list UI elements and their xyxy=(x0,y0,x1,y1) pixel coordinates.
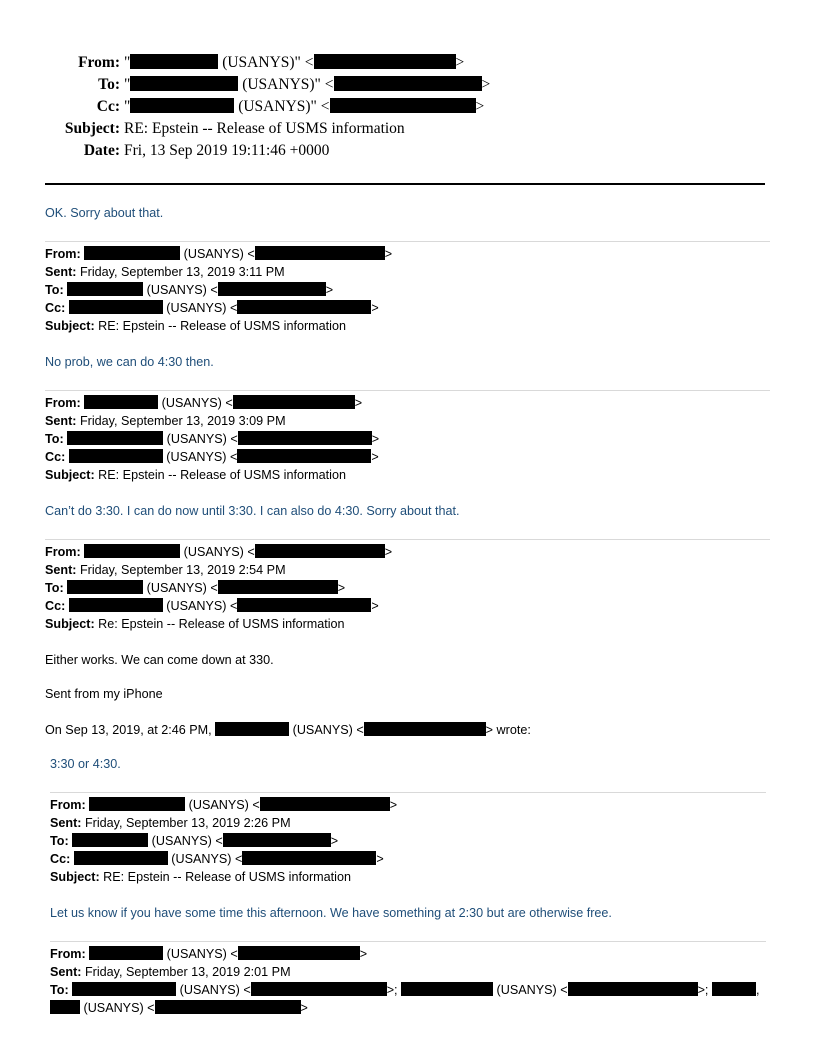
msg-to-org: (USANYS) < xyxy=(143,581,218,595)
redaction-block xyxy=(237,598,371,612)
msg-to-end-3: > xyxy=(300,1001,308,1015)
redaction-block xyxy=(255,246,385,260)
msg-to-row xyxy=(45,282,333,298)
redaction-block xyxy=(72,833,148,847)
quote-attribution-org: (USANYS) < xyxy=(289,723,364,737)
msg-sent-row xyxy=(50,964,291,980)
message-divider xyxy=(45,390,770,391)
redaction-block xyxy=(89,797,185,811)
msg-cc-org: (USANYS) < xyxy=(167,852,243,866)
redaction-block xyxy=(237,300,371,314)
msg-to-label: To: xyxy=(45,283,64,297)
msg-cc-end: > xyxy=(371,599,379,613)
msg-to-end: > xyxy=(371,432,380,446)
redaction-block xyxy=(255,544,385,558)
msg-cc-label: Cc: xyxy=(50,852,71,866)
msg-subject-row xyxy=(45,318,346,334)
header-divider xyxy=(45,183,765,185)
redaction-block xyxy=(712,982,756,996)
msg-cc-end: > xyxy=(376,852,384,866)
msg-subject-label: Subject: xyxy=(50,870,100,884)
redaction-block xyxy=(251,982,387,996)
msg-cc-label: Cc: xyxy=(45,599,66,613)
msg-subject-row xyxy=(45,467,346,483)
message-body: OK. Sorry about that. xyxy=(45,206,164,220)
msg-subject-label: Subject: xyxy=(45,468,95,482)
msg-cc-end: > xyxy=(371,301,379,315)
msg-sent-value: Friday, September 13, 2019 3:09 PM xyxy=(76,414,286,428)
message-body: Can’t do 3:30. I can do now until 3:30. I can also do 4:30. Sorry about that. xyxy=(45,504,460,518)
msg-from-row xyxy=(50,946,367,962)
header-date-label: Date: xyxy=(83,142,120,159)
msg-to-end: > xyxy=(325,283,334,297)
redaction-block xyxy=(334,76,482,91)
redaction-block xyxy=(330,98,476,113)
msg-subject-row xyxy=(50,869,351,885)
msg-from-label: From: xyxy=(50,798,86,812)
msg-to-end: > xyxy=(337,581,346,595)
msg-from-label: From: xyxy=(45,545,81,559)
redaction-block xyxy=(69,300,163,314)
msg-from-end: > xyxy=(384,247,393,261)
redaction-block xyxy=(260,797,390,811)
redaction-block xyxy=(238,946,360,960)
msg-from-row xyxy=(50,797,397,813)
msg-cc-org: (USANYS) < xyxy=(162,599,238,613)
msg-subject-value: RE: Epstein -- Release of USMS information xyxy=(94,468,346,482)
redaction-block xyxy=(237,449,371,463)
message-divider xyxy=(50,941,766,942)
msg-from-row xyxy=(45,246,392,262)
msg-to-label: To: xyxy=(50,834,69,848)
msg-cc-row xyxy=(45,598,379,614)
msg-subject-label: Subject: xyxy=(45,319,95,333)
header-cc-quote: " xyxy=(124,98,131,115)
msg-subject-value: RE: Epstein -- Release of USMS information xyxy=(99,870,351,884)
redaction-block xyxy=(364,722,486,736)
msg-cc-end: > xyxy=(371,450,379,464)
msg-sent-value: Friday, September 13, 2019 2:54 PM xyxy=(76,563,286,577)
message-signature: Sent from my iPhone xyxy=(45,687,163,701)
header-cc-label: Cc: xyxy=(96,98,120,115)
message-body: Let us know if you have some time this afternoon. We have something at 2:30 but are otherwise free. xyxy=(50,906,612,920)
redaction-block xyxy=(74,851,168,865)
msg-cc-org: (USANYS) < xyxy=(162,450,238,464)
msg-sent-value: Friday, September 13, 2019 2:26 PM xyxy=(81,816,291,830)
message-divider xyxy=(45,241,770,242)
msg-cc-label: Cc: xyxy=(45,450,66,464)
header-from-end: > xyxy=(455,54,465,71)
msg-cc-org: (USANYS) < xyxy=(162,301,238,315)
header-to-end: > xyxy=(481,76,491,93)
msg-subject-value: RE: Epstein -- Release of USMS information xyxy=(94,319,346,333)
msg-from-label: From: xyxy=(50,947,86,961)
redaction-block xyxy=(67,431,163,445)
redaction-block xyxy=(238,431,372,445)
msg-to-label: To: xyxy=(45,581,64,595)
redaction-block xyxy=(89,946,163,960)
redaction-block xyxy=(130,54,218,69)
msg-sent-row xyxy=(50,815,291,831)
quote-attribution-pre: On Sep 13, 2019, at 2:46 PM, xyxy=(45,723,216,737)
msg-to-sep-2: >; xyxy=(697,983,712,997)
msg-to-row xyxy=(50,833,338,849)
msg-sent-value: Friday, September 13, 2019 3:11 PM xyxy=(76,265,285,279)
msg-cc-row xyxy=(45,300,379,316)
msg-sent-label: Sent: xyxy=(45,265,77,279)
msg-to-sep-1: >; xyxy=(386,983,402,997)
redaction-block xyxy=(218,580,338,594)
msg-to-row xyxy=(45,431,379,447)
msg-sent-label: Sent: xyxy=(45,563,77,577)
msg-to-org-1: (USANYS) < xyxy=(176,983,251,997)
msg-from-label: From: xyxy=(45,396,81,410)
msg-to-org-3: (USANYS) < xyxy=(80,1001,155,1015)
msg-from-end: > xyxy=(354,396,363,410)
msg-subject-label: Subject: xyxy=(45,617,95,631)
msg-cc-row xyxy=(50,851,384,867)
header-subject-value: RE: Epstein -- Release of USMS information xyxy=(124,120,405,137)
header-to-quote: " xyxy=(124,76,131,93)
message-body: 3:30 or 4:30. xyxy=(50,757,121,771)
msg-to-row xyxy=(45,580,345,596)
header-cc-org: (USANYS)" < xyxy=(234,98,330,115)
header-from-quote: " xyxy=(124,54,131,71)
msg-to-end: > xyxy=(330,834,339,848)
redaction-block xyxy=(50,1000,80,1014)
redaction-block xyxy=(218,282,326,296)
redaction-block xyxy=(67,580,143,594)
msg-from-label: From: xyxy=(45,247,81,261)
redaction-block xyxy=(84,395,158,409)
msg-to-org-2: (USANYS) < xyxy=(493,983,568,997)
msg-to-org: (USANYS) < xyxy=(163,432,238,446)
header-subject-label: Subject: xyxy=(64,120,120,137)
redaction-block xyxy=(233,395,355,409)
msg-to-org: (USANYS) < xyxy=(148,834,223,848)
msg-sent-value: Friday, September 13, 2019 2:01 PM xyxy=(81,965,291,979)
msg-sent-label: Sent: xyxy=(45,414,77,428)
redaction-block xyxy=(155,1000,301,1014)
quote-attribution-end: > wrote: xyxy=(485,723,531,737)
msg-from-org: (USANYS) < xyxy=(158,396,233,410)
header-from-label: From: xyxy=(78,54,120,71)
msg-from-row xyxy=(45,395,362,411)
msg-from-row xyxy=(45,544,392,560)
msg-from-org: (USANYS) < xyxy=(185,798,260,812)
msg-to-row xyxy=(50,982,759,998)
redaction-block xyxy=(130,76,238,91)
msg-sent-label: Sent: xyxy=(50,816,82,830)
redaction-block xyxy=(401,982,493,996)
redaction-block xyxy=(314,54,456,69)
header-to-label: To: xyxy=(98,76,120,93)
quote-attribution xyxy=(45,722,531,738)
msg-sent-row xyxy=(45,562,286,578)
msg-to-org: (USANYS) < xyxy=(143,283,218,297)
header-to-org: (USANYS)" < xyxy=(238,76,334,93)
message-body: No prob, we can do 4:30 then. xyxy=(45,355,214,369)
message-body: Either works. We can come down at 330. xyxy=(45,653,274,667)
msg-subject-value: Re: Epstein -- Release of USMS information xyxy=(94,617,345,631)
header-from-org: (USANYS)" < xyxy=(218,54,314,71)
msg-from-end: > xyxy=(389,798,398,812)
redaction-block xyxy=(69,449,163,463)
redaction-block xyxy=(67,282,143,296)
msg-from-org: (USANYS) < xyxy=(180,247,255,261)
msg-cc-label: Cc: xyxy=(45,301,66,315)
redaction-block xyxy=(215,722,289,736)
msg-sent-label: Sent: xyxy=(50,965,82,979)
msg-from-org: (USANYS) < xyxy=(163,947,238,961)
header-date-value: Fri, 13 Sep 2019 19:11:46 +0000 xyxy=(124,142,330,159)
redaction-block xyxy=(84,246,180,260)
redaction-block xyxy=(568,982,698,996)
msg-to-label: To: xyxy=(50,983,69,997)
msg-from-end: > xyxy=(359,947,368,961)
msg-to-row-continued xyxy=(50,1000,308,1016)
msg-to-comma: , xyxy=(755,983,760,997)
redaction-block xyxy=(84,544,180,558)
redaction-block xyxy=(223,833,331,847)
msg-from-org: (USANYS) < xyxy=(180,545,255,559)
msg-sent-row xyxy=(45,413,286,429)
message-divider xyxy=(50,792,766,793)
msg-sent-row xyxy=(45,264,285,280)
msg-to-label: To: xyxy=(45,432,64,446)
header-cc-end: > xyxy=(475,98,485,115)
redaction-block xyxy=(72,982,176,996)
msg-from-end: > xyxy=(384,545,393,559)
msg-subject-row xyxy=(45,616,345,632)
redaction-block xyxy=(69,598,163,612)
message-divider xyxy=(45,539,770,540)
redaction-block xyxy=(242,851,376,865)
redaction-block xyxy=(130,98,234,113)
msg-cc-row xyxy=(45,449,379,465)
